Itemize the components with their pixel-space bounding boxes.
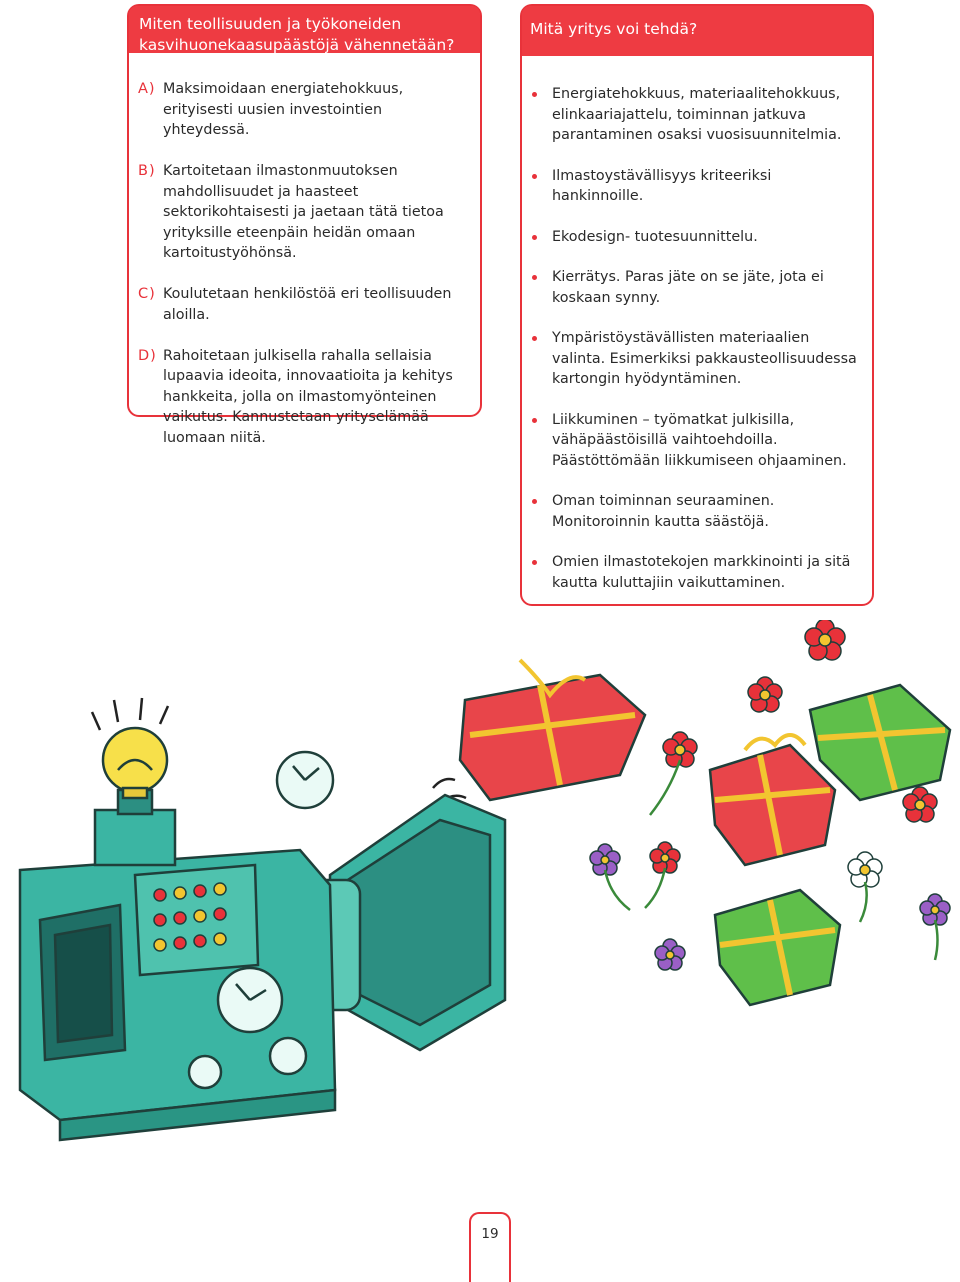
list-item: Ympäristöystävällisten materiaalien valinta. Esimerkiksi pakkausteollisuudessa kartongin hyödyntäminen. [530, 328, 866, 390]
list-item: Liikkuminen – työmatkat julkisilla, vähäpäästöisillä vaihtoehdoilla. Päästöttömään liikkumiseen ohjaaminen. [530, 410, 866, 472]
option-item [138, 284, 468, 325]
left-panel [127, 4, 482, 446]
machine-icon [20, 790, 505, 1140]
option-letter: B) [138, 163, 156, 179]
list-item: Omien ilmastotekojen markkinointi ja sitä kautta kuluttajiin vaikuttaminen. [530, 552, 866, 593]
option-letter: C) [138, 286, 156, 302]
option-item [138, 79, 468, 141]
option-text: Maksimoidaan energiatehokkuus, erityisesti uusien investointien yhteydessä. [163, 81, 404, 138]
page-number: 19 [481, 1226, 499, 1242]
list-item: Ilmastoystävällisyys kriteeriksi hankinnoille. [530, 166, 866, 207]
right-panel [520, 4, 874, 606]
list-item: Oman toiminnan seuraaminen. Monitoroinnin kautta säästöjä. [530, 491, 866, 532]
option-text: Rahoitetaan julkisella rahalla sellaisia lupaavia ideoita, innovaatioita ja kehitys hankkeita, jolla on ilmastomyönteinen vaikutus. Kannustetaan yrityselämää luomaan niitä. [163, 347, 453, 446]
gift-box-icon [810, 685, 950, 800]
option-list [138, 79, 468, 469]
light-bulb-icon [103, 728, 167, 798]
gift-box-icon [710, 735, 835, 865]
right-panel-title: Mitä yritys voi tehdä? [522, 6, 872, 56]
page-number-tab [469, 1212, 511, 1282]
option-letter: A) [138, 81, 156, 97]
left-panel-title: Miten teollisuuden ja työkoneiden kasvihuonekaasupäästöjä vähennetään? [129, 6, 480, 53]
machine-illustration [0, 620, 960, 1150]
list-item: Energiatehokkuus, materiaalitehokkuus, elinkaariajattelu, toiminnan jatkuva parantaminen osaksi vuosisuunnitelmia. [530, 84, 866, 146]
option-letter: D) [138, 347, 157, 364]
option-text: Koulutetaan henkilöstöä eri teollisuuden aloilla. [163, 286, 452, 323]
list-item: Ekodesign- tuotesuunnittelu. [530, 227, 866, 248]
option-item [138, 161, 468, 264]
gift-box-icon [715, 890, 840, 1005]
action-list [530, 84, 866, 613]
list-item: Kierrätys. Paras jäte on se jäte, jota ei koskaan synny. [530, 267, 866, 308]
option-text: Kartoitetaan ilmastonmuutoksen mahdollisuudet ja haasteet sektorikohtaisesti ja jaetaan tätä tietoa yrityksille eteenpäin heidän omaan kartoitustyöhönsä. [163, 163, 444, 261]
gift-box-icon [460, 660, 645, 800]
option-item [138, 346, 468, 449]
